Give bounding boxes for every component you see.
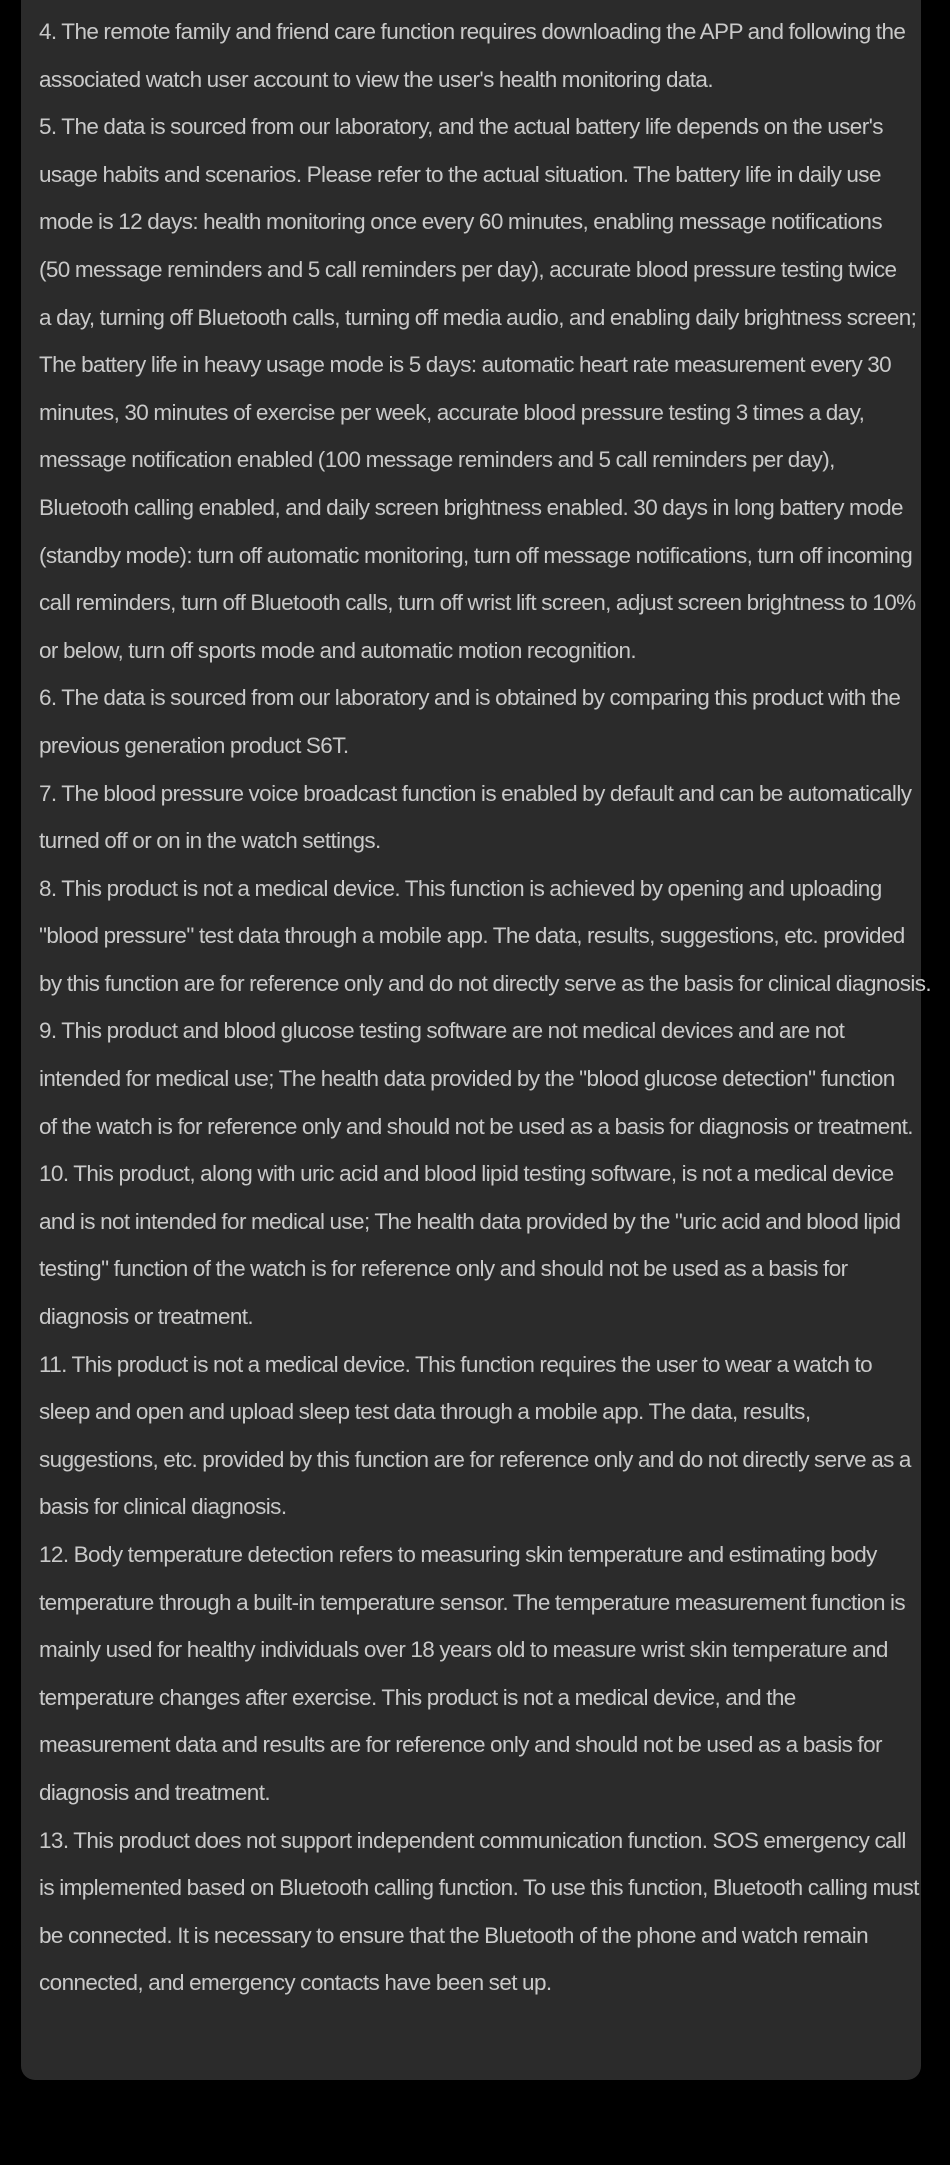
disclaimer-note-line: 11. This product is not a medical device. This function requires the user to wear a watch to (39, 1351, 873, 1377)
disclaimer-note-line: message notification enabled (100 message reminders and 5 call reminders per day), (39, 447, 835, 473)
disclaimer-note-line: sleep and open and upload sleep test data through a mobile app. The data, results, (39, 1399, 811, 1425)
disclaimer-note-line: by this function are for reference only and do not directly serve as the basis for clinical diagnosis. (39, 970, 932, 996)
disclaimer-note-line: temperature changes after exercise. This product is not a medical device, and the (39, 1684, 796, 1710)
disclaimer-note (39, 770, 949, 865)
disclaimer-note-line: 7. The blood pressure voice broadcast function is enabled by default and can be automatically (39, 780, 912, 806)
disclaimer-note-line: a day, turning off Bluetooth calls, turning off media audio, and enabling daily brightness screen; (39, 304, 917, 330)
disclaimer-note (39, 674, 949, 769)
disclaimer-note-line: basis for clinical diagnosis. (39, 1494, 287, 1520)
disclaimer-note-line: diagnosis and treatment. (39, 1779, 271, 1805)
disclaimer-panel (21, 0, 932, 2080)
disclaimer-note-line: minutes, 30 minutes of exercise per week, accurate blood pressure testing 3 times a day, (39, 399, 865, 425)
disclaimer-note-line: turned off or on in the watch settings. (39, 828, 381, 854)
disclaimer-note (39, 1007, 949, 1150)
disclaimer-note-line: 12. Body temperature detection refers to measuring skin temperature and estimating body (39, 1542, 877, 1567)
disclaimer-note-line: connected, and emergency contacts have been set up. (39, 1970, 552, 1996)
disclaimer-note-line: temperature through a built-in temperature sensor. The temperature measurement function is (39, 1589, 906, 1615)
disclaimer-note-line: associated watch user account to view the user's health monitoring data. (39, 66, 713, 92)
disclaimer-note-line: suggestions, etc. provided by this function are for reference only and do not directly serve as a (39, 1446, 911, 1472)
disclaimer-note (39, 8, 949, 103)
disclaimer-note-line: 6. The data is sourced from our laboratory and is obtained by comparing this product with the (39, 685, 901, 711)
disclaimer-note-line: and is not intended for medical use; The health data provided by the "uric acid and blood lipid (39, 1208, 901, 1234)
disclaimer-note (39, 865, 949, 1008)
disclaimer-note-line: call reminders, turn off Bluetooth calls, turn off wrist lift screen, adjust screen brightness to 10% (39, 590, 916, 616)
disclaimer-note-line: intended for medical use; The health data provided by the "blood glucose detection" function (39, 1066, 895, 1092)
disclaimer-note (39, 1341, 949, 1531)
disclaimer-note-line: 9. This product and blood glucose testing software are not medical devices and are not (39, 1018, 845, 1044)
disclaimer-note-line: diagnosis or treatment. (39, 1304, 254, 1330)
disclaimer-note-line: Bluetooth calling enabled, and daily screen brightness enabled. 30 days in long battery mode (39, 494, 903, 520)
disclaimer-note (39, 1150, 949, 1340)
disclaimer-note-line: testing" function of the watch is for reference only and should not be used as a basis for (39, 1256, 848, 1282)
disclaimer-note (39, 1817, 949, 2007)
disclaimer-note-line: 8. This product is not a medical device. This function is achieved by opening and uploading (39, 875, 882, 901)
disclaimer-note (39, 103, 949, 674)
disclaimer-note-line: 4. The remote family and friend care function requires downloading the APP and following the (39, 19, 906, 44)
disclaimer-note-line: (standby mode): turn off automatic monitoring, turn off message notifications, turn off incoming (39, 542, 913, 568)
disclaimer-notes-list (39, 8, 932, 2007)
disclaimer-note-line: measurement data and results are for reference only and should not be used as a basis for (39, 1732, 882, 1758)
disclaimer-note-line: The battery life in heavy usage mode is 5 days: automatic heart rate measurement every 30 (39, 352, 892, 378)
disclaimer-note-line: or below, turn off sports mode and automatic motion recognition. (39, 637, 637, 663)
disclaimer-note-line: (50 message reminders and 5 call reminders per day), accurate blood pressure testing twice (39, 256, 897, 282)
disclaimer-note-line: be connected. It is necessary to ensure that the Bluetooth of the phone and watch remain (39, 1922, 869, 1948)
disclaimer-note-line: is implemented based on Bluetooth calling function. To use this function, Bluetooth calling must (39, 1875, 919, 1901)
disclaimer-note-line: usage habits and scenarios. Please refer to the actual situation. The battery life in daily use (39, 161, 881, 187)
disclaimer-note (39, 1531, 949, 1817)
disclaimer-note-line: mode is 12 days: health monitoring once every 60 minutes, enabling message notifications (39, 209, 882, 235)
disclaimer-note-line: previous generation product S6T. (39, 732, 349, 758)
disclaimer-note-line: 5. The data is sourced from our laboratory, and the actual battery life depends on the user's (39, 114, 883, 140)
disclaimer-note-line: 10. This product, along with uric acid and blood lipid testing software, is not a medical device (39, 1161, 894, 1187)
disclaimer-note-line: of the watch is for reference only and should not be used as a basis for diagnosis or treatment. (39, 1113, 913, 1139)
disclaimer-note-line: mainly used for healthy individuals over 18 years old to measure wrist skin temperature and (39, 1637, 888, 1663)
disclaimer-note-line: 13. This product does not support independent communication function. SOS emergency call (39, 1827, 906, 1853)
disclaimer-note-line: "blood pressure" test data through a mobile app. The data, results, suggestions, etc. provided (39, 923, 905, 949)
